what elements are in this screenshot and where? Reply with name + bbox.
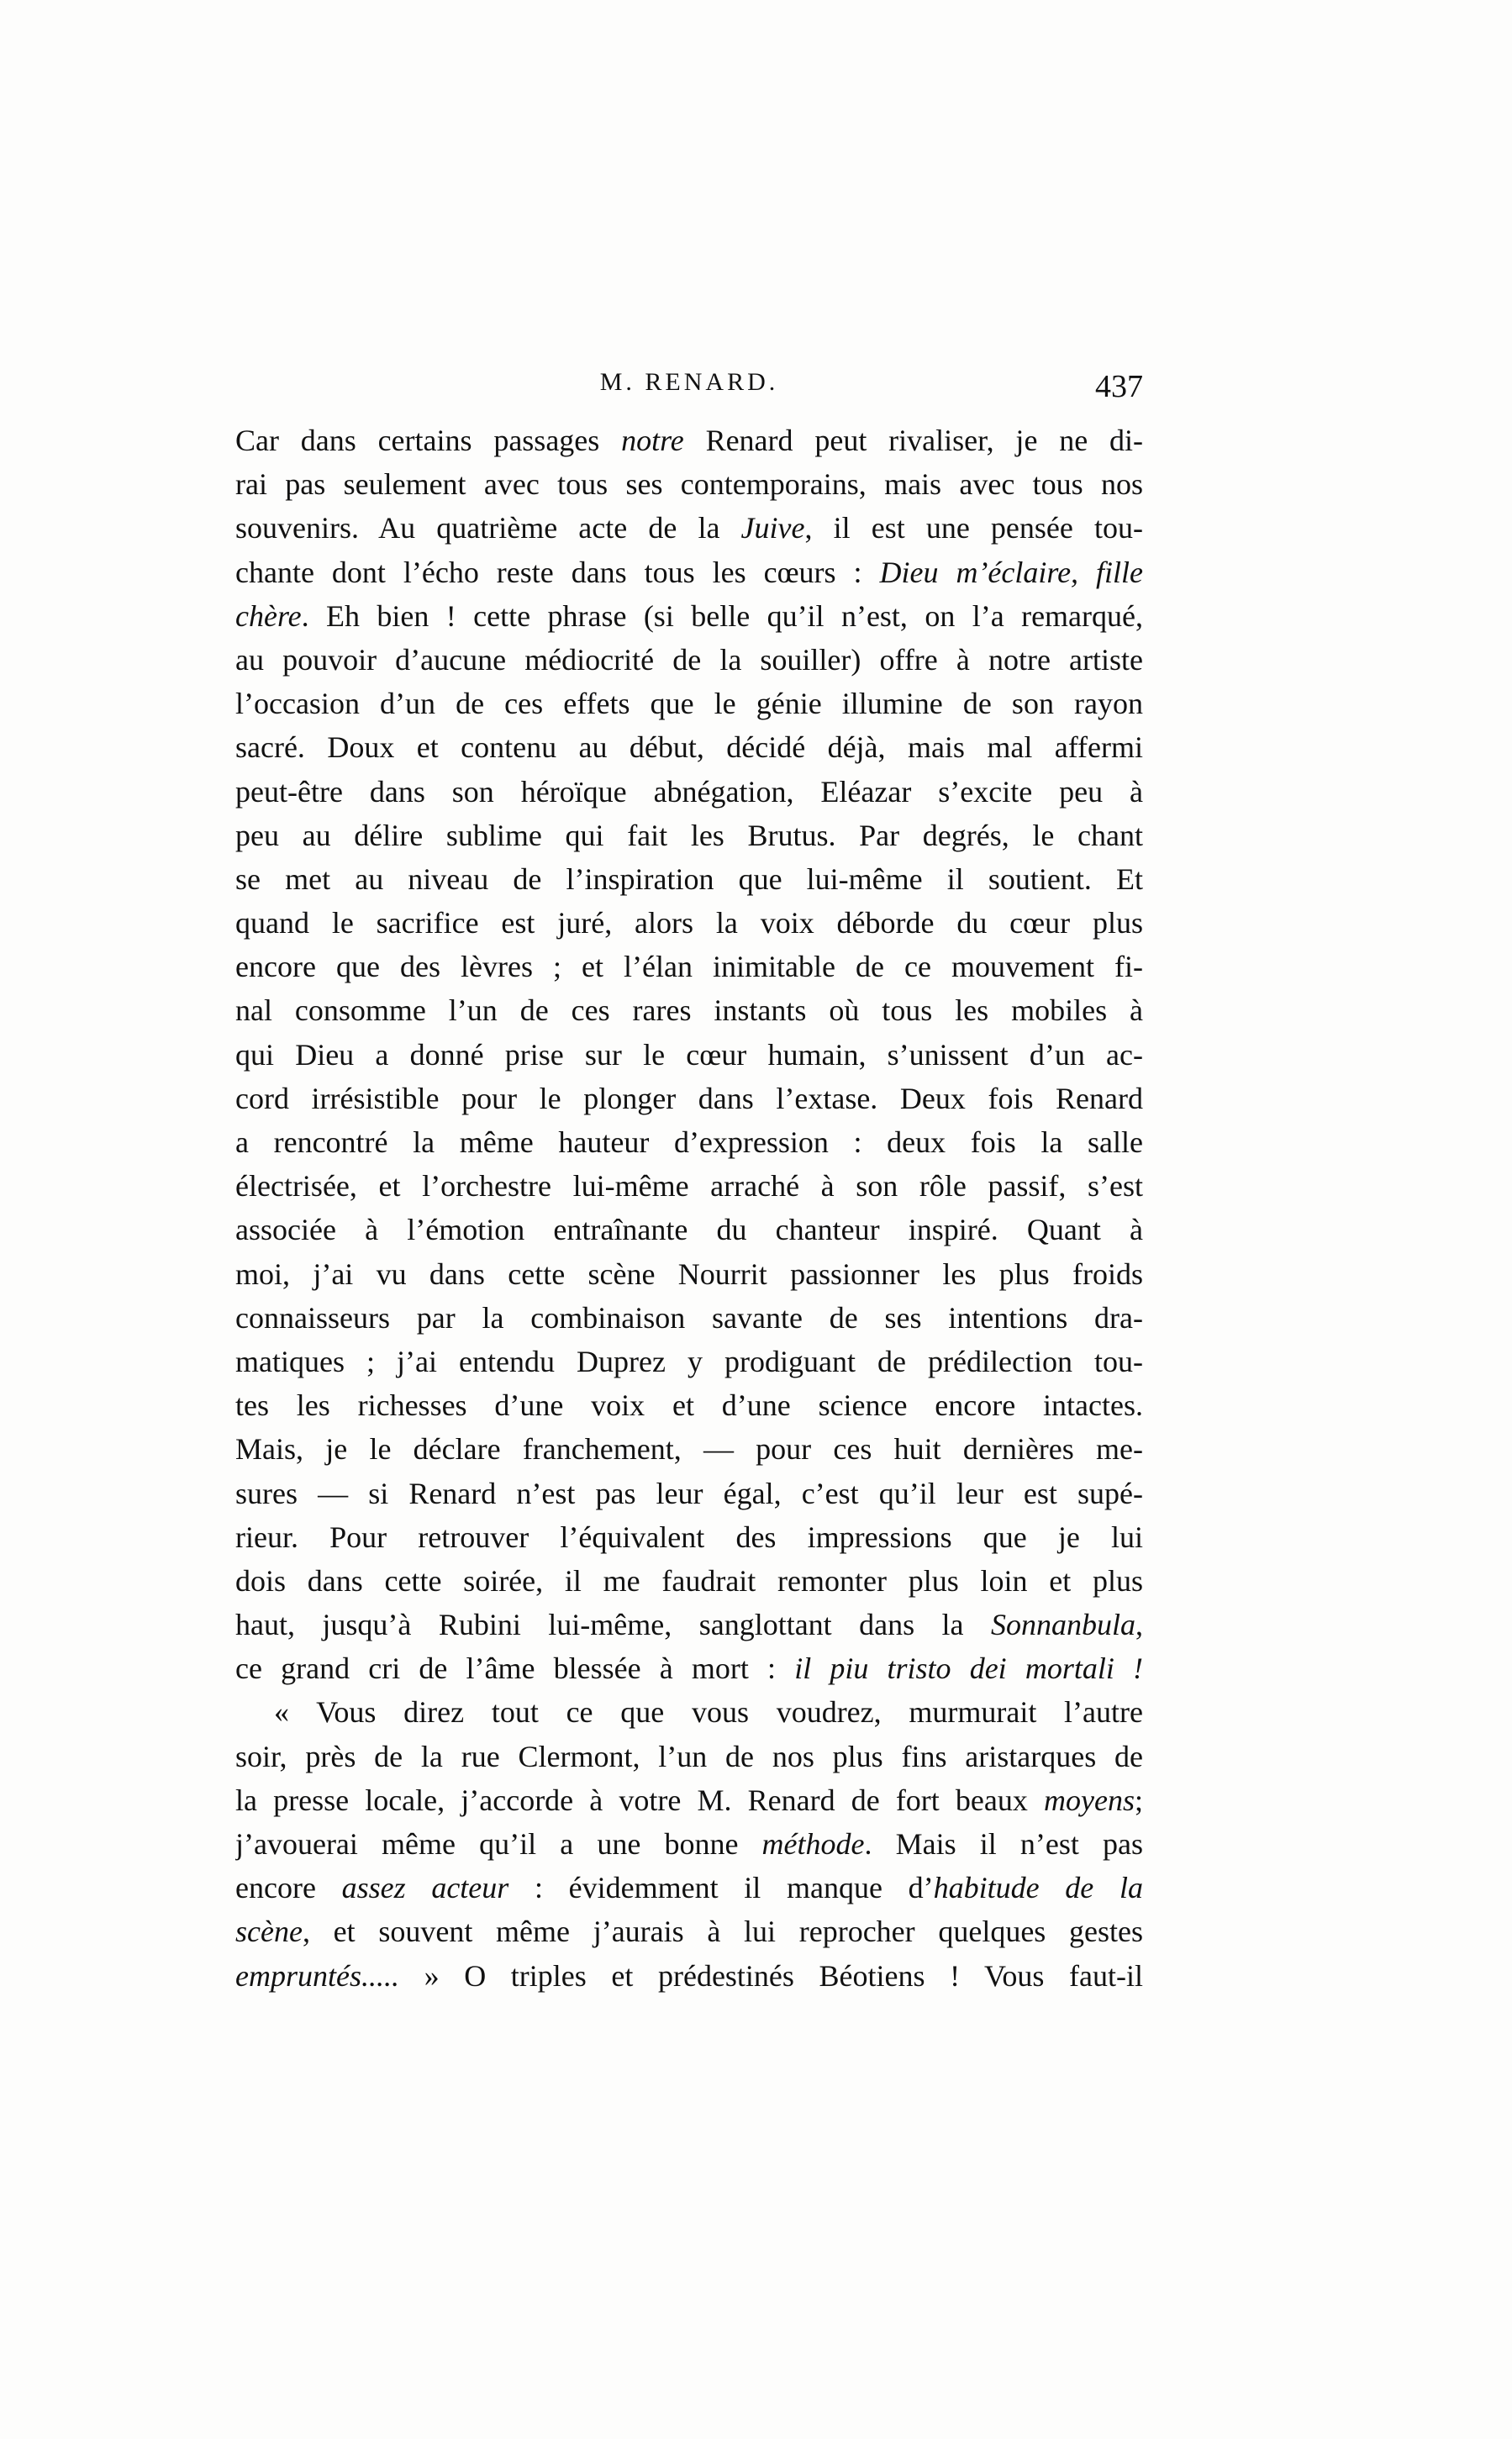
text-span: j’avouerai même qu’il a une bonne (235, 1827, 762, 1861)
text-span: . Eh bien ! cette phrase (si belle qu’il n’est, on l’a remarqué, (301, 598, 1143, 633)
text-span: . Mais il n’est pas (864, 1827, 1143, 1861)
text-span: a rencontré la même hauteur d’expression : deux fois la salle (235, 1125, 1143, 1159)
text-line (235, 638, 1143, 682)
text-span: qui Dieu a donné prise sur le cœur humain, s’unissent d’un ac- (235, 1037, 1143, 1072)
text-span: quand le sacrifice est juré, alors la voix déborde du cœur plus (235, 906, 1143, 940)
text-line (235, 1559, 1143, 1603)
text-span: ce grand cri de l’âme blessée à mort : (235, 1651, 795, 1686)
text-line (235, 1910, 1143, 1953)
italic-text: habitude de la (933, 1871, 1143, 1905)
text-span: peut-être dans son héroïque abnégation, Eléazar s’excite peu à (235, 774, 1143, 809)
text-line (235, 1427, 1143, 1471)
text-line (235, 1735, 1143, 1778)
text-span: tes les richesses d’une voix et d’une science encore intactes. (235, 1388, 1143, 1423)
text-span: peu au délire sublime qui fait les Brutus. Par degrés, le chant (235, 818, 1143, 852)
text-line (235, 1778, 1143, 1822)
text-span: : évidemment il manque d’ (508, 1871, 934, 1905)
text-line (235, 988, 1143, 1032)
text-span: sures — si Renard n’est pas leur égal, c’est qu’il leur est supé- (235, 1476, 1143, 1510)
text-span: au pouvoir d’aucune médiocrité de la souiller) offre à notre artiste (235, 642, 1143, 677)
text-line (235, 594, 1143, 638)
italic-text: chère (235, 598, 302, 633)
text-span: associée à l’émotion entraînante du chanteur inspiré. Quant à (235, 1213, 1143, 1247)
italic-text: Dieu m’éclaire, fille (879, 555, 1143, 589)
text-span: rai pas seulement avec tous ses contemporains, mais avec tous nos (235, 467, 1143, 502)
text-line (235, 1603, 1143, 1646)
italic-text: moyens (1044, 1783, 1135, 1817)
text-line (235, 1690, 1143, 1734)
italic-text: assez acteur (341, 1871, 509, 1905)
italic-text: Juive (740, 511, 805, 545)
italic-text: scène (235, 1915, 303, 1949)
text-line (235, 857, 1143, 901)
text-line (235, 682, 1143, 725)
text-span: rieur. Pour retrouver l’équivalent des impressions que je lui (235, 1520, 1143, 1554)
text-line (235, 550, 1143, 594)
text-span: encore que des lèvres ; et l’élan inimitable de ce mouvement fi- (235, 950, 1143, 984)
italic-text: méthode (761, 1827, 865, 1861)
text-line (235, 1383, 1143, 1427)
text-span: la presse locale, j’accorde à votre M. Renard de fort beaux (235, 1783, 1045, 1817)
text-span: Mais, je le déclare franchement, — pour ces huit dernières me- (235, 1432, 1143, 1467)
italic-text: notre (621, 424, 684, 457)
text-span: Car dans certains passages (235, 424, 622, 457)
text-span: , il est une pensée tou- (804, 511, 1143, 545)
text-span: connaisseurs par la combinaison savante de ses intentions dra- (235, 1300, 1143, 1335)
text-span: se met au niveau de l’inspiration que lui-même il soutient. Et (235, 861, 1143, 896)
text-span: » O triples et prédestinés Béotiens ! Vous faut-il (398, 1958, 1143, 1993)
italic-text: empruntés..... (235, 1958, 399, 1993)
running-head (235, 368, 1143, 419)
text-span: cord irrésistible pour le plonger dans l’extase. Deux fois Renard (235, 1081, 1143, 1115)
text-span: , et souvent même j’aurais à lui reprocher quelques gestes (302, 1915, 1143, 1949)
text-span: Renard peut rivaliser, je ne di- (683, 424, 1143, 457)
text-line (235, 1077, 1143, 1120)
text-span: soir, près de la rue Clermont, l’un de nos plus fins aristarques de (235, 1739, 1143, 1773)
text-line (235, 1515, 1143, 1559)
italic-text: il piu tristo dei mortali ! (794, 1651, 1143, 1686)
text-span: souvenirs. Au quatrième acte de la (235, 511, 741, 545)
text-line (235, 1866, 1143, 1910)
text-line (235, 814, 1143, 857)
text-span: matiques ; j’ai entendu Duprez y prodiguant de prédilection tou- (235, 1344, 1143, 1378)
text-line (235, 1340, 1143, 1383)
text-line (235, 1208, 1143, 1251)
text-span: dois dans cette soirée, il me faudrait remonter plus loin et plus (235, 1563, 1143, 1598)
text-line (235, 419, 1143, 462)
text-span: « Vous direz tout ce que vous voudrez, murmurait l’autre (274, 1695, 1143, 1730)
text-line (235, 1033, 1143, 1077)
text-line (235, 1822, 1143, 1866)
text-span: , (1135, 1608, 1143, 1642)
italic-text: Sonnanbula (990, 1608, 1135, 1642)
page-number: 437 (1095, 369, 1143, 404)
text-span: l’occasion d’un de ces effets que le génie illumine de son rayon (235, 687, 1143, 721)
text-span: encore (235, 1871, 342, 1905)
text-line (235, 945, 1143, 988)
text-line (235, 1646, 1143, 1690)
text-line (235, 462, 1143, 506)
text-span: électrisée, et l’orchestre lui-même arraché à son rôle passif, s’est (235, 1169, 1143, 1204)
text-line (235, 506, 1143, 550)
text-line (235, 1954, 1143, 1998)
running-title: M. RENARD. (599, 368, 779, 396)
text-line (235, 1296, 1143, 1340)
text-line (235, 1472, 1143, 1515)
text-span: moi, j’ai vu dans cette scène Nourrit passionner les plus froids (235, 1256, 1143, 1291)
text-line (235, 1120, 1143, 1164)
body-text (235, 419, 1143, 1998)
text-line (235, 1164, 1143, 1208)
text-span: sacré. Doux et contenu au début, décidé déjà, mais mal affermi (235, 730, 1143, 765)
text-span: ; (1134, 1783, 1143, 1817)
text-line (235, 770, 1143, 814)
text-span: chante dont l’écho reste dans tous les cœurs : (235, 555, 880, 589)
text-line (235, 725, 1143, 769)
text-line (235, 1252, 1143, 1296)
text-span: nal consomme l’un de ces rares instants où tous les mobiles à (235, 993, 1143, 1028)
text-span: haut, jusqu’à Rubini lui-même, sanglottant dans la (235, 1608, 991, 1642)
text-line (235, 901, 1143, 945)
